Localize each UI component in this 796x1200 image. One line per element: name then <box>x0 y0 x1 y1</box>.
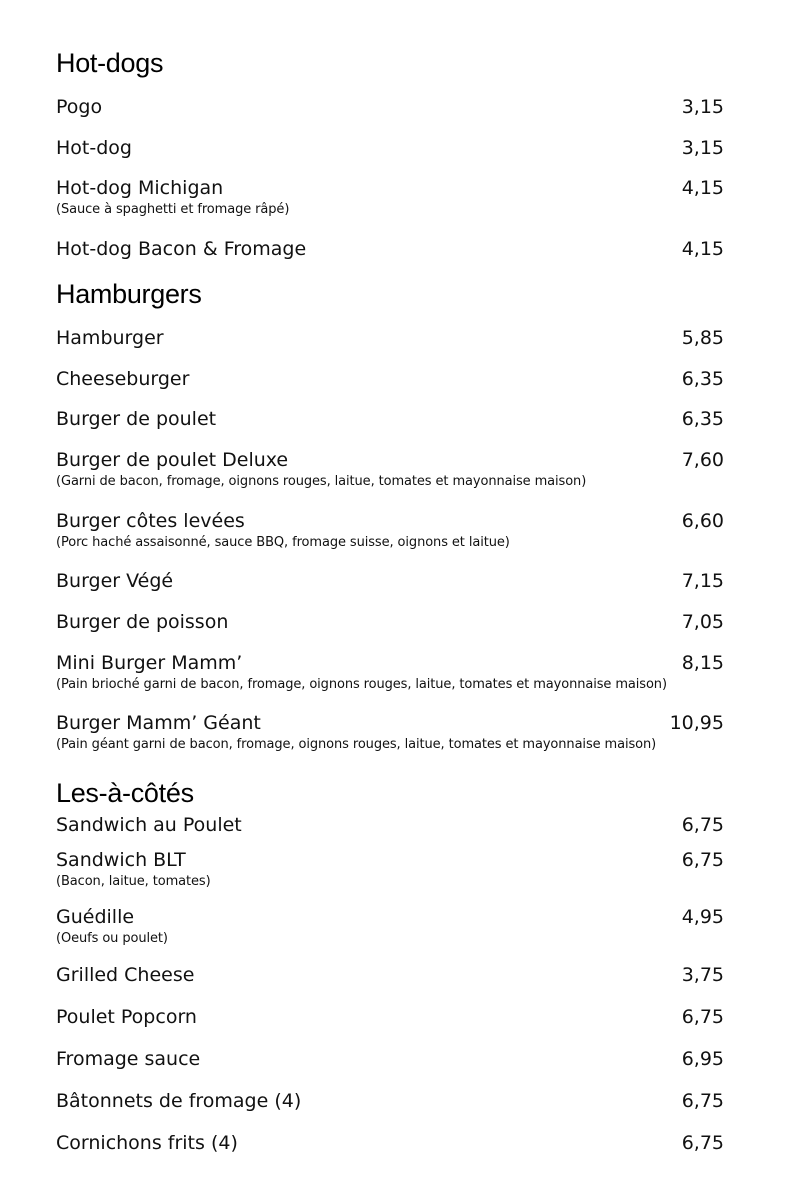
item-name: Hot-dog Michigan <box>56 177 224 199</box>
item-name: Guédille <box>56 906 135 928</box>
item-name: Hot-dog Bacon & Fromage <box>56 238 307 260</box>
item-description: (Oeufs ou poulet) <box>56 931 168 946</box>
item-name: Pogo <box>56 96 103 118</box>
item-price: 6,35 <box>681 408 724 430</box>
item-name: Burger Mamm’ Géant <box>56 712 261 734</box>
item-price: 4,15 <box>681 238 724 260</box>
item-name: Burger de poulet Deluxe <box>56 449 289 471</box>
item-description: (Sauce à spaghetti et fromage râpé) <box>56 202 290 217</box>
section-title-hamburgers: Hamburgers <box>56 279 202 309</box>
item-description: (Pain brioché garni de bacon, fromage, oignons rouges, laitue, tomates et mayonnaise maison) <box>56 677 667 692</box>
item-name: Fromage sauce <box>56 1048 201 1070</box>
item-name: Burger de poulet <box>56 408 217 430</box>
item-price: 6,75 <box>681 814 724 836</box>
item-price: 6,35 <box>681 368 724 390</box>
item-name: Cornichons frits (4) <box>56 1132 238 1154</box>
item-name: Burger côtes levées <box>56 510 245 532</box>
item-price: 6,75 <box>681 1090 724 1112</box>
item-name: Burger Végé <box>56 570 174 592</box>
item-price: 10,95 <box>669 712 724 734</box>
item-price: 6,75 <box>681 849 724 871</box>
item-name: Bâtonnets de fromage (4) <box>56 1090 302 1112</box>
item-price: 6,75 <box>681 1006 724 1028</box>
item-price: 5,85 <box>681 327 724 349</box>
item-description: (Pain géant garni de bacon, fromage, oignons rouges, laitue, tomates et mayonnaise maison) <box>56 737 657 752</box>
item-price: 3,15 <box>681 137 724 159</box>
item-price: 3,15 <box>681 96 724 118</box>
section-title-les-a-cotes: Les-à-côtés <box>56 778 194 808</box>
item-name: Mini Burger Mamm’ <box>56 652 243 674</box>
item-price: 7,15 <box>681 570 724 592</box>
item-price: 4,15 <box>681 177 724 199</box>
item-price: 6,60 <box>681 510 724 532</box>
item-description: (Porc haché assaisonné, sauce BBQ, fromage suisse, oignons et laitue) <box>56 535 510 550</box>
item-price: 6,75 <box>681 1132 724 1154</box>
item-description: (Garni de bacon, fromage, oignons rouges, laitue, tomates et mayonnaise maison) <box>56 474 587 489</box>
item-price: 6,95 <box>681 1048 724 1070</box>
item-price: 7,60 <box>681 449 724 471</box>
item-name: Poulet Popcorn <box>56 1006 197 1028</box>
item-name: Grilled Cheese <box>56 964 195 986</box>
item-price: 3,75 <box>681 964 724 986</box>
item-description: (Bacon, laitue, tomates) <box>56 874 211 889</box>
item-name: Sandwich au Poulet <box>56 814 242 836</box>
item-name: Hamburger <box>56 327 164 349</box>
item-name: Burger de poisson <box>56 611 229 633</box>
item-price: 4,95 <box>681 906 724 928</box>
item-price: 7,05 <box>681 611 724 633</box>
item-name: Hot-dog <box>56 137 132 159</box>
section-title-hot-dogs: Hot-dogs <box>56 48 164 78</box>
item-name: Sandwich BLT <box>56 849 186 871</box>
item-name: Cheeseburger <box>56 368 190 390</box>
item-price: 8,15 <box>681 652 724 674</box>
